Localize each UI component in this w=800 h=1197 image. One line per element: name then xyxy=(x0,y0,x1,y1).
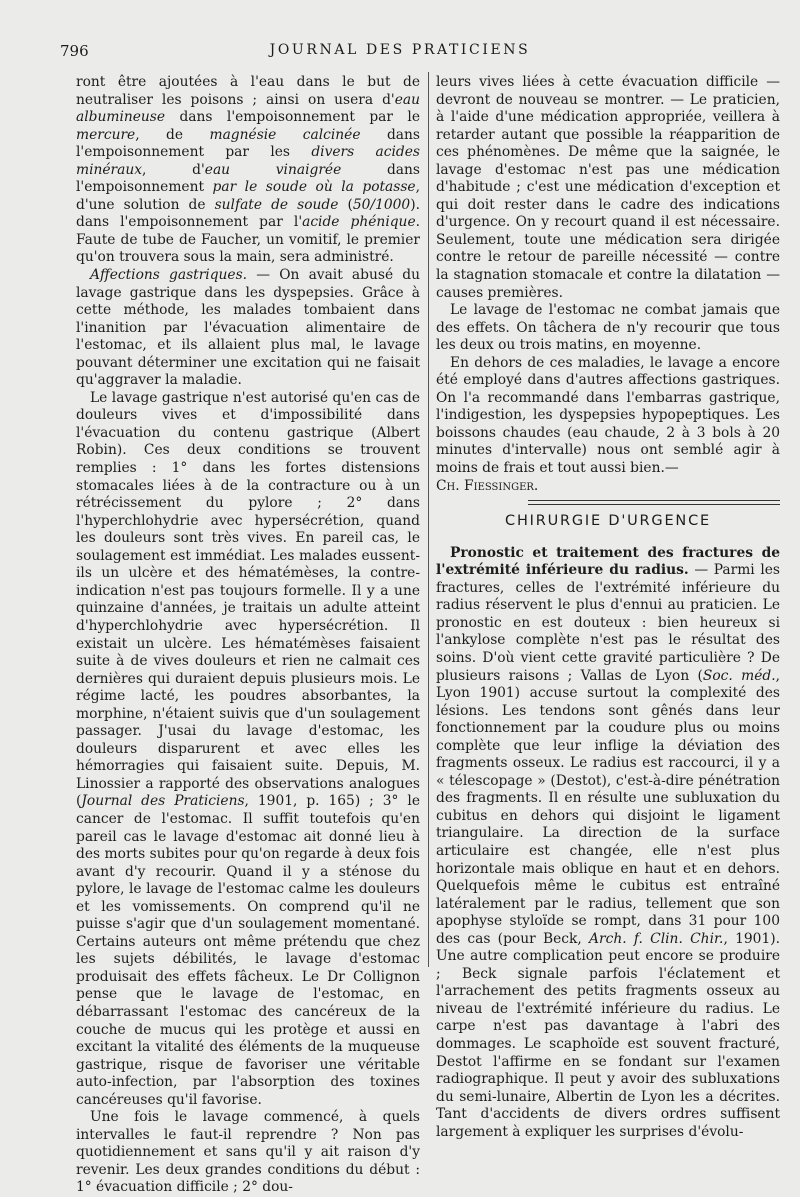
paragraph-effets: Le lavage de l'estomac ne combat jamais que des effets. On tâchera de n'y recourir que tous les deux ou trois matins, en moyenne. xyxy=(436,302,780,354)
paragraph-poisons: ront être ajoutées à l'eau dans le but de neutraliser les poisons ; ainsi on usera d'eau albumineuse dans l'empoisonnement par le mercure, de magnésie calcinée dans l'empoisonnement par les divers acides minéraux, d'eau vinaigrée dans l'empoisonnement par le soude où la potasse, d'une solution de sulfate de soude (50/1000). dans l'empoisonnement par l'acide phénique. Faute de tube de Faucher, un vomitif, le premier qu'on trouvera sous la main, sera administré. xyxy=(76,74,420,266)
paragraph-autres-affections: En dehors de ces maladies, le lavage a encore été employé dans d'autres affections gastriques. On l'a recommandé dans l'embarras gastrique, l'indigestion, les dyspepsies hypopeptiques. Les boissons chaudes (eau chaude, 2 à 3 bols à 20 minutes d'intervalle) nous ont semblé agir à moins de frais et tout aussi bien.— xyxy=(436,354,780,477)
running-title: JOURNAL DES PRATICIENS xyxy=(269,42,531,58)
paragraph-continuation: leurs vives liées à cette évacuation difficile — devront de nouveau se montrer. — Le praticien, à l'aide d'une médication appropriée, veillera à retarder autant que possible la réapparition de ces phénomènes. De même que la saignée, le lavage d'estomac n'est pas une médication d'habitude ; c'est une médication d'exception et qui doit rester dans le cadre des indications d'urgence. On y recourt quand il est nécessaire. Seulement, toute une médication sera dirigée contre le retour de pareille nécessité — contre la stagnation stomacale et contre la dilatation — causes premières. xyxy=(436,74,780,301)
page-header xyxy=(0,30,800,60)
paragraph-affections-gastriques: Affections gastriques. — On avait abusé du lavage gastrique dans les dyspepsies. Grâce à cette méthode, les malades tombaient dans l'inanition par l'évacuation alimentaire de l'estomac, et ils allaient plus mal, le lavage pouvant déterminer une excitation qui ne faisait qu'aggraver la maladie. xyxy=(76,267,421,389)
column-divider xyxy=(428,72,429,967)
page-number: 796 xyxy=(60,42,89,60)
paragraph-lavage-gastrique: Le lavage gastrique n'est autorisé qu'en cas de douleurs vives et d'impossibilité dans l'évacuation du contenu gastrique (Albert Robin). Ces deux conditions se trouvent remplies : 1° dans les fortes distensions stomacales liées à de la contracture ou à un rétrécissement du pylore ; 2° dans l'hyperchlohydrie avec hypersécrétion, quand les douleurs sont très vives. En pareil cas, le soulagement est immédiat. Les malades eussent-ils un ulcère et des hématémèses, la contre-indication n'est pas toujours formelle. Il y a une quinzaine d'années, je traitais un adulte atteint d'hyperchlohydrie avec hypersécrétion. Il existait un ulcère. Les hématémèses faisaient suite à de vives douleurs et rien ne calmait ces dernières qui duraient depuis plusieurs mois. Le régime lacté, les poudres absorbantes, la morphine, n'étaient suivis que d'un soulagement passager. J'usai du lavage d'estomac, les douleurs disparurent et avec elles les hémorragies qui faisaient suite. Depuis, M. Linossier a rapporté des observations analogues (Journal des Praticiens, 1901, p. 165) ; 3° le cancer de l'estomac. Il suffit toutefois qu'en pareil cas le lavage d'estomac ait donné lieu à des morts subites pour qu'on regarde à deux fois avant d'y recourir. Quand il y a sténose du pylore, le lavage de l'estomac calme les douleurs et les vomissements. On comprend qu'il ne puisse s'agir que d'un soulagement momentané. Certains auteurs ont même prétendu que chez les sujets débilités, le lavage d'estomac produisait des effets fâcheux. Le Dr Collignon pense que le lavage de l'estomac, en débarrassant l'estomac des cancéreux de la couche de mucus qui les protège et aussi en excitant la vitalité des éléments de la muqueuse gastrique, risque de favoriser une véritable auto-infection, par l'absorption des toxines cancéreuses qu'il favorise. xyxy=(76,389,420,1108)
subheading-affections-gastriques: Affections gastriques. xyxy=(90,267,248,284)
section-heading: CHIRURGIE D'URGENCE xyxy=(505,513,711,530)
right-column xyxy=(436,74,780,1141)
article-title: Pronostic et traitement des fractures de l'extrémité inférieure du radius. xyxy=(436,544,780,579)
author-signature: Ch. Fiessinger. xyxy=(436,477,539,494)
article-radius-fractures: Pronostic et traitement des fractures de l'extrémité inférieure du radius. — Parmi les fractures, celles de l'extrémité inférieure du radius réservent le plus d'ennui au praticien. Le pronostic en est douteux : bien heureux si l'ankylose complète n'est pas le résultat des soins. D'où vient cette gravité particulière ? De plusieurs raisons ; Vallas de Lyon (Soc. méd., Lyon 1901) accuse surtout la complexité des lésions. Les tendons sont gênés dans leur fonctionnement par la coudure plus ou moins complète que leur inflige la déviation des fragments osseux. Le radius est raccourci, il y a « télescopage » (Destot), c'est-à-dire pénétration des fragments. Il en résulte une subluxation du cubitus en dehors qui disjoint le ligament triangulaire. La direction de la surface articulaire est changée, elle n'est plus horizontale mais oblique en haut et en dehors. Quelquefois même le cubitus est entraîné latéralement par le radius, tellement que son apophyse styloïde se rompt, dans 31 pour 100 des cas (pour Beck, Arch. f. Clin. Chir., 1901). Une autre complication peut encore se produire ; Beck signale parfois l'éclatement et l'arrachement des petits fragments osseux au niveau de l'extrémité inférieure du radius. Le carpe n'est pas davantage à l'abri des dommages. Le scaphoïde est souvent fracturé, Destot l'affirme en se fondant sur l'examen radiographique. Il peut y avoir des subluxations du semi-lunaire, Albertin de Lyon les a décrites. Tant d'accidents de divers ordres suffisent largement à expliquer les surprises d'évolu- xyxy=(436,544,781,1140)
section-divider xyxy=(528,500,780,505)
paragraph-intervalles: Une fois le lavage commencé, à quels intervalles le faut-il reprendre ? Non pas quotidiennement et sans qu'il y ait raison d'y revenir. Les deux grandes conditions du début : 1° évacuation difficile ; 2° dou- xyxy=(76,1109,420,1196)
left-column xyxy=(76,74,420,1197)
